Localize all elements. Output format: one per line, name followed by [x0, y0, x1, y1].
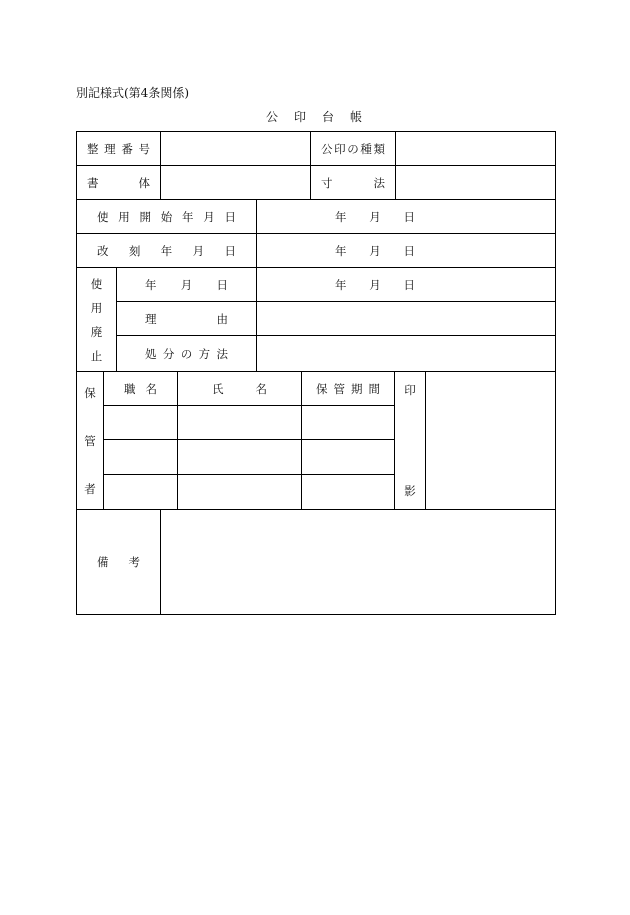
seal-type-label: 公 印 の 種 類	[310, 131, 396, 166]
start-date-label: 使 用 開 始 年 月 日	[76, 199, 257, 234]
reason-field[interactable]	[256, 301, 556, 336]
serial-number-label: 整 理 番 号	[76, 131, 161, 166]
custodian-row-3-position[interactable]	[103, 474, 178, 510]
serial-number-field[interactable]	[160, 131, 311, 166]
custodian-label: 保 管 者	[76, 371, 104, 510]
typeface-label: 書 体	[76, 165, 161, 200]
period-header: 保 管 期 間	[301, 371, 395, 406]
disuse-date-field[interactable]: 年 月 日	[256, 267, 556, 302]
seal-type-field[interactable]	[395, 131, 556, 166]
position-header: 職 名	[103, 371, 178, 406]
impression-label: 印 影	[394, 371, 426, 510]
form-reference-note: 別記様式(第4条関係)	[76, 86, 189, 100]
dimensions-field[interactable]	[395, 165, 556, 200]
name-header: 氏 名	[177, 371, 302, 406]
reason-label: 理 由	[116, 301, 257, 336]
custodian-row-1-position[interactable]	[103, 405, 178, 440]
dimensions-label: 寸 法	[310, 165, 396, 200]
custodian-row-2-name[interactable]	[177, 439, 302, 475]
disuse-date-label: 年 月 日	[116, 267, 257, 302]
custodian-row-1-period[interactable]	[301, 405, 395, 440]
custodian-row-3-name[interactable]	[177, 474, 302, 510]
disposal-method-label: 処 分 の 方 法	[116, 335, 257, 372]
custodian-row-1-name[interactable]	[177, 405, 302, 440]
recarve-date-label: 改 刻 年 月 日	[76, 233, 257, 268]
page-title: 公 印 台 帳	[265, 110, 364, 124]
custodian-row-2-period[interactable]	[301, 439, 395, 475]
disposal-method-field[interactable]	[256, 335, 556, 372]
remarks-field[interactable]	[160, 509, 556, 615]
start-date-field[interactable]: 年 月 日	[256, 199, 556, 234]
typeface-field[interactable]	[160, 165, 311, 200]
custodian-row-3-period[interactable]	[301, 474, 395, 510]
custodian-row-2-position[interactable]	[103, 439, 178, 475]
recarve-date-field[interactable]: 年 月 日	[256, 233, 556, 268]
remarks-label: 備 考	[76, 509, 161, 615]
disuse-group-label: 使 用 廃 止	[76, 267, 117, 372]
impression-field[interactable]	[425, 371, 556, 510]
